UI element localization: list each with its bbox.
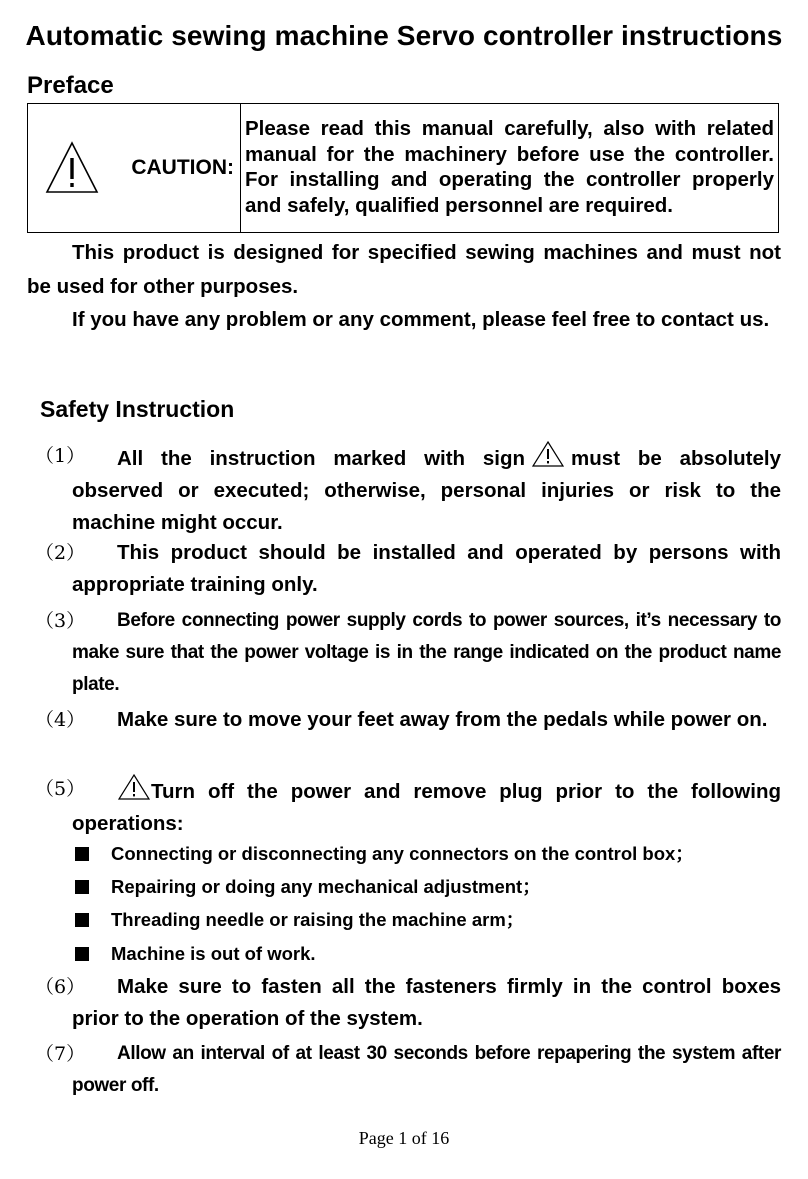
bullet-text: Repairing or doing any mechanical adjustment； (111, 876, 541, 897)
item-text: Make sure to fasten all the fasteners firmly in the control boxes prior to the operation of the system. (72, 975, 781, 1030)
caution-text: Please read this manual carefully, also with related manual for the machinery before use the controller. For installing and operating the controller properly and safely, qualified personnel are required. (241, 104, 779, 233)
preface-heading: Preface (27, 72, 114, 99)
item-text: must be absolutely observed or executed; otherwise, personal injuries or risk to the machine might occur. (72, 447, 781, 534)
preface-paragraph: This product is designed for specified sewing machines and must not be used for other purposes. (27, 241, 781, 298)
bullet-item (75, 937, 316, 970)
bullet-square-icon (75, 880, 89, 894)
bullet-text: Threading needle or raising the machine arm； (111, 909, 525, 930)
bullet-square-icon (75, 947, 89, 961)
safety-item-2 (35, 537, 781, 601)
warning-triangle-icon (117, 773, 151, 801)
bullet-square-icon (75, 913, 89, 927)
safety-item-7 (35, 1038, 781, 1102)
item-number: （5） (35, 778, 86, 800)
bullet-text: Connecting or disconnecting any connectors on the control box； (111, 843, 694, 864)
safety-item-3 (35, 605, 781, 701)
item-text: Allow an interval of at least 30 seconds before repapering the system after power off. (72, 1043, 781, 1096)
safety-item-1 (35, 440, 781, 539)
safety-item-6 (35, 971, 781, 1035)
item-text: Make sure to move your feet away from the pedals while power on. (117, 708, 768, 731)
caution-box (27, 103, 779, 233)
safety-heading: Safety Instruction (40, 396, 235, 422)
page-number: Page 1 of 16 (358, 1128, 450, 1148)
item-text: This product should be installed and operated by persons with appropriate training only. (72, 541, 781, 596)
item-number: （6） (35, 976, 86, 998)
bullet-item (75, 903, 524, 936)
safety-item-5 (35, 773, 781, 840)
item-number: （4） (35, 709, 86, 731)
bullet-square-icon (75, 847, 89, 861)
warning-triangle-icon (44, 140, 100, 196)
item-text: Before connecting power supply cords to power sources, it’s necessary to make sure that the power voltage is in the range indicated on the product name plate. (72, 610, 781, 695)
page-title: Automatic sewing machine Servo controller instructions (25, 20, 783, 51)
item-number: （3） (35, 610, 86, 632)
caution-label-cell (28, 104, 241, 233)
item-number: （1） (35, 445, 86, 467)
item-number: （7） (35, 1043, 86, 1065)
safety-item-4 (35, 704, 781, 736)
warning-triangle-icon (531, 440, 565, 468)
caution-label: CAUTION: (131, 156, 234, 179)
item-text: All the instruction marked with sign (117, 447, 526, 470)
bullet-item (75, 870, 541, 903)
item-number: （2） (35, 542, 86, 564)
bullet-item (75, 837, 694, 870)
bullet-text: Machine is out of work. (111, 943, 316, 964)
item-text: Turn off the power and remove plug prior to the following operations: (72, 780, 781, 835)
preface-paragraph: If you have any problem or any comment, please feel free to contact us. (72, 308, 770, 331)
